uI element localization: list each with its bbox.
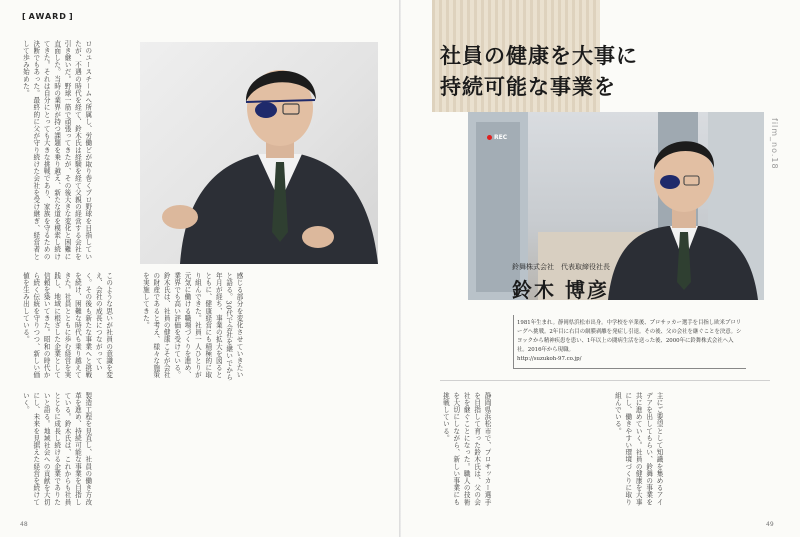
rec-indicator-icon — [487, 135, 492, 140]
headline-line-2: 持続可能な事業を — [440, 74, 616, 99]
rec-label: REC — [494, 134, 508, 141]
article-text: 主にご要望として知識を集めるアイデアを出してもらい、鈴舞の事業を共に進めていく。社員の健康を大事にし、働きやすい環境づくりに取り組んでいる。 — [613, 392, 664, 506]
article-text: このような思いが社員の意識を変え、会社の成長につながっていく。その後も新たな事業へと挑戦を続け、困難な時代も乗り越えてきた。社員とともに歩む経営を実践し、地域に根ざした企業として信頼を築いてきた。昭和の時代から続く伝統を守りつつ、新しい価値を生み出している。 — [21, 272, 113, 379]
page-number: 48 — [20, 521, 28, 528]
person-name: 鈴木 博彦 — [512, 278, 609, 302]
article-headline — [440, 40, 638, 102]
article-column — [612, 392, 777, 510]
portrait-illustration — [140, 42, 378, 264]
article-column — [20, 40, 132, 265]
article-text: ロのユースチームへ所属し、労働どが取り巻くプロ野球を目指していたが、不遇の時代を経て、鈴木氏は経験を経て父親の経営する会社を引き継いだ。野球一筋で頑張ってきたが、その後大きな変化と困難に直面した。当時の業界が持つ課題を乗り越え、新たな道を模索し続けてきた。それは自分にとっても大きな挑戦であり、家族を守るための決断でもあった。最終的に父が守り続けた会社を受け継ぎ、経営者として歩み始めた。 — [21, 40, 92, 261]
article-text: 感じる部分を変化させていきたいと語る。30代で会社を継いでから年月が経ち、事業の拡大を図るとともに、健康経営にも積極的に取り組んできた。社員一人ひとりが元気に働ける職場づくりを進め、業界でも高い評価を受けている。鈴木氏は、社員の健康こそが会社の財産であると考え、様々な施策を実施してきた。 — [141, 272, 244, 381]
name-card — [512, 262, 687, 303]
article-column — [140, 272, 378, 382]
bio-text: 1981年生まれ。静岡県浜松市出身。中学校を卒業後、プロサッカー選手を目指し欧米プロリーグへ挑戦。2年目に右目の網膜剥離を発症し引退。その後、父の会社を継ぐことを決意。シヨックから精神疾患を患い、1年以上の闘病生活を送った後、2000年に鈴舞株式会社へ入社。2016年から現職。 — [517, 320, 742, 353]
section-tag: [ AWARD ] — [22, 12, 74, 21]
profile-bio — [517, 319, 743, 364]
bio-url: http://suzukoh-97.co.jp/ — [517, 356, 582, 362]
article-column — [20, 272, 132, 382]
article-text: 静岡県浜松市で、プロサッカー選手を目指して育った鈴木氏は、父の会社を継ぐことになった。職人の技術を大切にしながら、新しい事業にも挑戦している。 — [441, 392, 492, 506]
article-column — [440, 392, 605, 510]
article-text: 製造工程を見直し、社員の働き方改革を進め、持続可能な事業を目指している。鈴木氏は、これからも社員とともに成長し続ける企業でありたいと語る。地域社会への貢献を大切にし、未来を見据えた経営を続けていく。 — [21, 392, 92, 506]
section-divider — [440, 380, 770, 381]
film-number: film_no.18 — [770, 118, 779, 170]
article-column — [20, 392, 378, 510]
company-title: 鈴舞株式会社 代表取締役社長 — [512, 263, 610, 271]
headline-line-1: 社員の健康を大事に — [440, 43, 638, 68]
page-number: 49 — [766, 521, 774, 528]
interview-photo — [140, 42, 378, 264]
left-page — [0, 0, 399, 537]
